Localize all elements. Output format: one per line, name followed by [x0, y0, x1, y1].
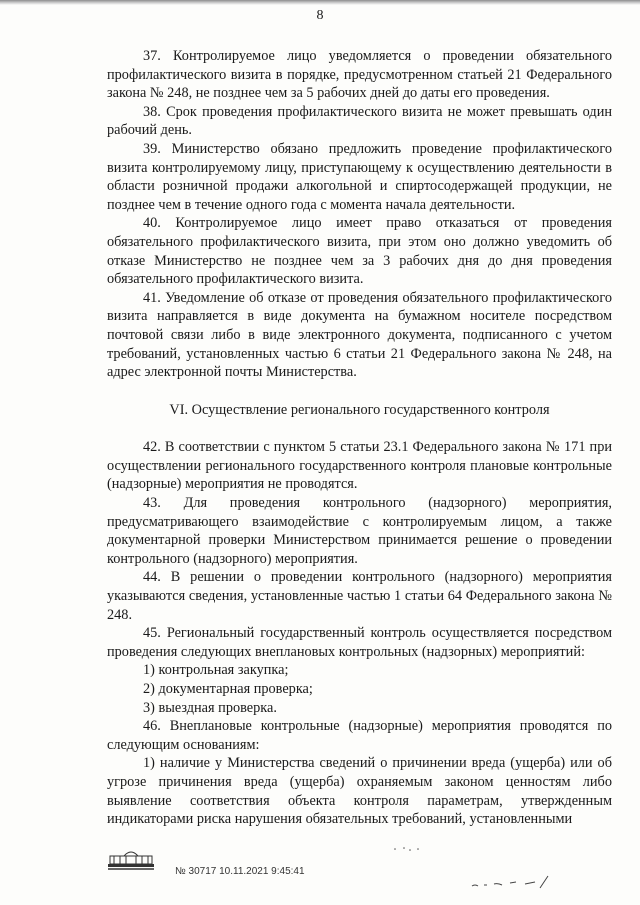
page-number: 8 [316, 8, 324, 23]
paragraph-43: 43. Для проведения контрольного (надзорного) мероприятия, предусматривающего взаимодействие с контролируемым лицом, а также документарной проверки Министерством принимается решение о проведении контрольного (надзорного) мероприятия. [107, 495, 612, 567]
scan-marks-icon [392, 843, 422, 853]
registration-stamp: № 30717 10.11.2021 9:45:41 [175, 866, 305, 877]
paragraph-46: 46. Внеплановые контрольные (надзорные) мероприятия проводятся по следующим основаниям: [107, 718, 612, 753]
document-body [107, 47, 612, 829]
list-item: 2) документарная проверка; [143, 681, 313, 697]
section-heading: VI. Осуществление регионального государственного контроля [169, 401, 550, 418]
paragraph-40: 40. Контролируемое лицо имеет право отказаться от проведения обязательного профилактического визита, при этом оно должно уведомить об отказе Министерство не позднее чем за 3 рабочих дня до дня проведения обязательного профилактического визита. [107, 215, 612, 288]
paragraph-37: 37. Контролируемое лицо уведомляется о проведении обязательного профилактического визита в порядке, предусмотренном статьей 21 Федерального закона № 248, не позднее чем за 5 рабочих дней до даты его проведения. [107, 48, 612, 102]
paragraph-45: 45. Региональный государственный контроль осуществляется посредством проведения следующих внеплановых контрольных (надзорных) мероприятий: [107, 625, 612, 660]
signature-icon [470, 872, 560, 892]
page-top-edge [0, 0, 640, 5]
building-logo-icon [106, 846, 156, 872]
paragraph-44: 44. В решении о проведении контрольного (надзорного) мероприятия указываются сведения, установленные частью 1 статьи 64 Федерального закона № 248. [107, 569, 612, 623]
paragraph-41: 41. Уведомление об отказе от проведения обязательного профилактического визита направляется в виде документа на бумажном носителе посредством почтовой связи либо в виде электронного документа, подписанного с учетом требований, установленных частью 6 статьи 21 Федерального закона № 248, на адрес электронной почты Министерства. [107, 289, 612, 381]
paragraph-42: 42. В соответствии с пунктом 5 статьи 23.1 Федерального закона № 171 при осуществлении регионального государственного контроля плановые контрольные (надзорные) мероприятия не проводятся. [107, 439, 612, 493]
paragraph-38: 38. Срок проведения профилактического визита не может превышать один рабочий день. [107, 103, 612, 139]
paragraph-39: 39. Министерство обязано предложить проведение профилактического визита контролируемому лицу, приступающему к осуществлению деятельности в области розничной продажи алкогольной и спиртосодержащей продукции, не позднее чем в течение одного года с момента начала деятельности. [107, 140, 612, 213]
list-item: 3) выездная проверка. [143, 699, 277, 716]
paragraph-46-item-1: 1) наличие у Министерства сведений о причинении вреда (ущерба) или об угрозе причинения вреда (ущерба) охраняемым законом ценностям либо выявление соответствия объекта контроля параметрам, утвержденным индикаторами риска нарушения обязательных требований, установленными [107, 755, 612, 828]
list-item: 1) контрольная закупка; [143, 662, 289, 679]
